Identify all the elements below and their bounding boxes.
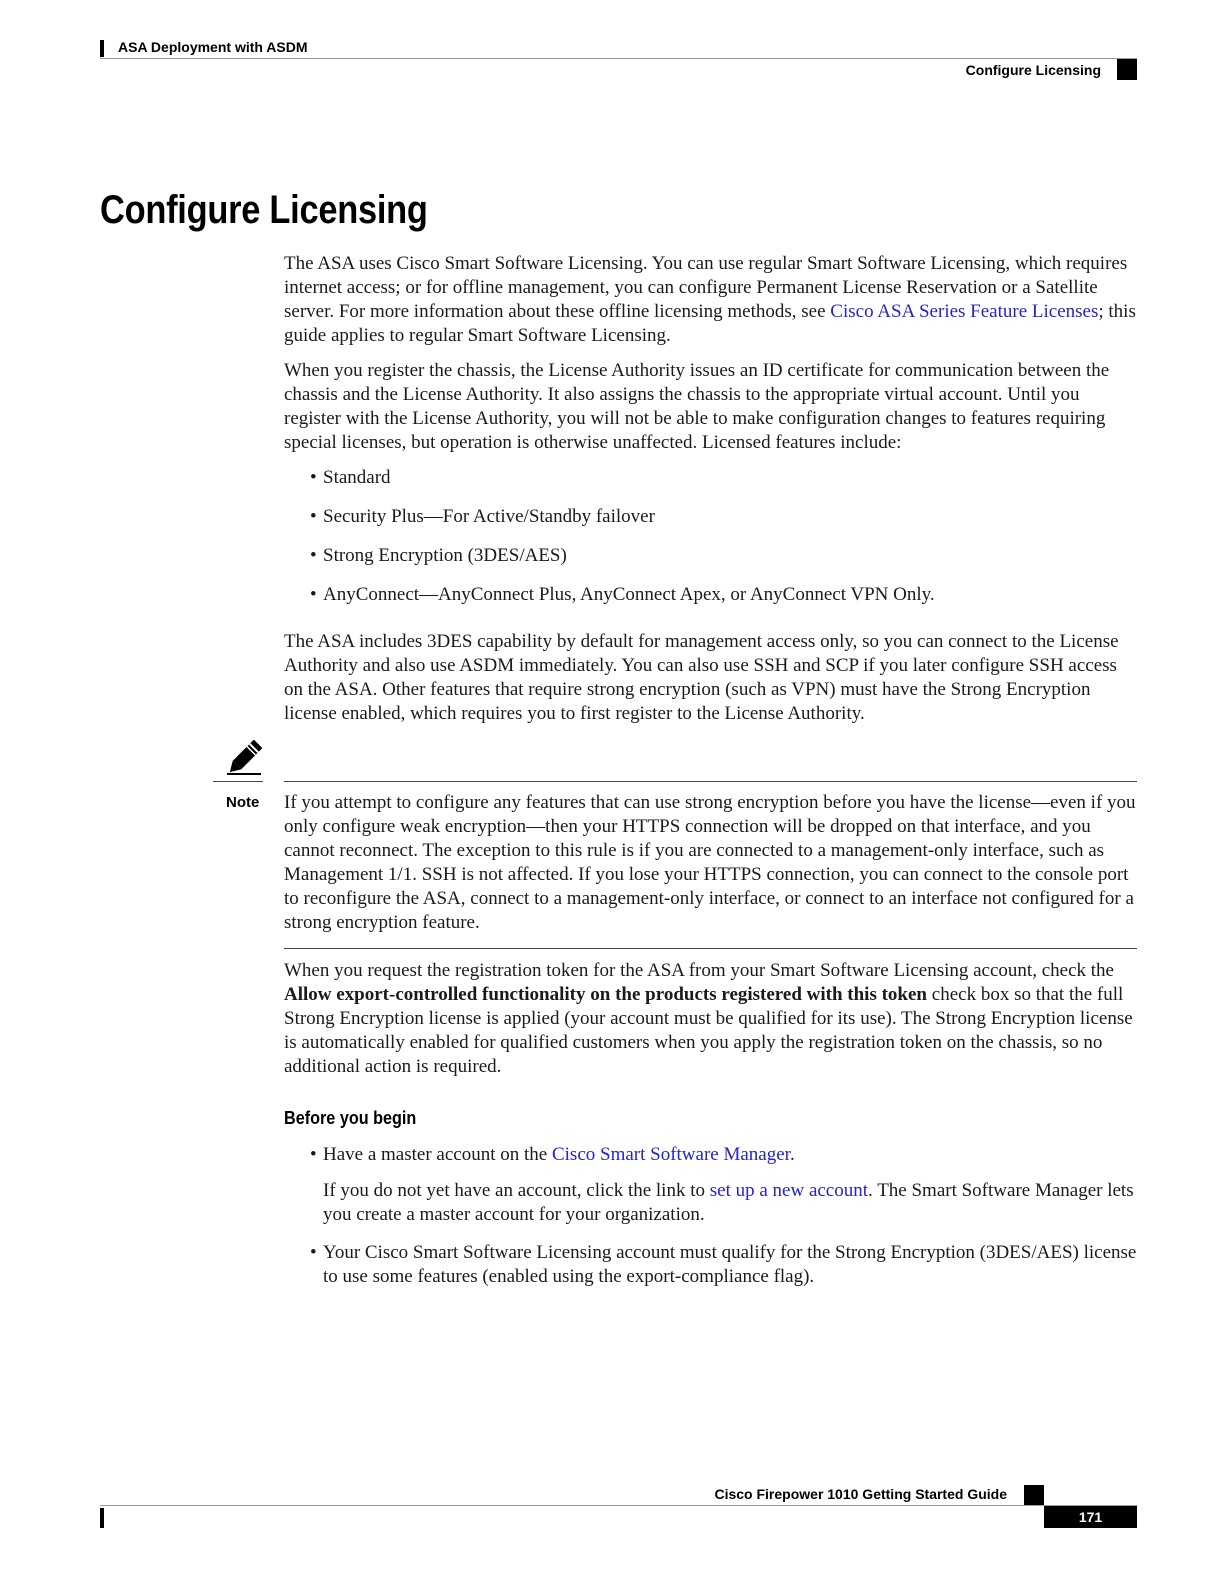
header-rule: [100, 58, 1137, 59]
list-item: [310, 505, 655, 529]
bullet-icon: •: [310, 545, 317, 566]
byb-item2-text: Your Cisco Smart Software Licensing account must qualify for the Strong Encryption (3DES/AES) license to use some features (enabled using the export-compliance flag).: [323, 1242, 1137, 1287]
footer-left-bar: [100, 1508, 104, 1528]
list-item: [310, 583, 935, 607]
bullet-icon: •: [310, 1144, 317, 1165]
p4-text: When you request the registration token for the ASA from your Smart Software Licensing account, check the: [284, 960, 1114, 981]
byb-item1-text: Have a master account on the: [323, 1144, 552, 1165]
header-section-title: ASA Deployment with ASDM: [118, 39, 308, 55]
pencil-note-icon: [224, 740, 264, 776]
note-rule-left: [213, 781, 263, 782]
p3-text: The ASA includes 3DES capability by default for management access only, so you can connect to the License Authority and also use ASDM immediately. You can also use SSH and SCP if you later configure SSH access on the ASA. Other features that require strong encryption (such as VPN) must have the Strong Encryption license enabled, which requires you to first register to the License Authority.: [284, 631, 1119, 724]
header-right-block: [1117, 59, 1137, 80]
intro-paragraph-1: [284, 252, 1137, 348]
p4-tail: check box so that the full Strong Encryption license is applied (your account must be qualified for its use). The Strong Encryption license is automatically enabled for qualified customers when you apply the registration token on the chassis, so no additional action is required.: [284, 984, 1133, 1077]
page-number: 171: [1044, 1506, 1137, 1528]
page-title: Configure Licensing: [100, 188, 428, 232]
intro-paragraph-2: [284, 359, 1137, 455]
list-item: [310, 1241, 1137, 1289]
feature-security-plus: Security Plus—For Active/Standby failover: [323, 506, 655, 527]
byb-sub-tail: . The Smart Software Manager lets you create a master account for your organization.: [323, 1180, 1134, 1225]
byb-item1-subparagraph: [323, 1179, 1137, 1227]
list-item: [310, 1143, 795, 1167]
bullet-icon: •: [310, 467, 317, 488]
byb-item1-tail: .: [789, 1144, 795, 1165]
set-up-new-account-link[interactable]: set up a new account: [709, 1180, 869, 1201]
header-left-bar: [100, 40, 104, 57]
footer-rule: [100, 1505, 1137, 1506]
feature-strong-encryption: Strong Encryption (3DES/AES): [323, 545, 567, 566]
header-chapter-title: Configure Licensing: [965, 62, 1101, 78]
note-body: [284, 791, 1137, 935]
byb-sub-text: If you do not yet have an account, click the link to: [323, 1180, 710, 1201]
intro-p2-text: When you register the chassis, the License Authority issues an ID certificate for communication between the chassis and the License Authority. It also assigns the chassis to the appropriate virtual account. Until you register with the License Authority, you will not be able to make configuration changes to features requiring special licenses, but operation is otherwise unaffected. Licensed features include:: [284, 360, 1110, 453]
intro-p1-text: The ASA uses Cisco Smart Software Licensing. You can use regular Smart Software Licensing, which requires internet access; or for offline management, you can configure Permanent License Reservation or a Satellite server. For more information about these offline licensing methods, see: [284, 253, 1128, 322]
smart-software-manager-link[interactable]: Cisco Smart Software Manager: [551, 1144, 790, 1165]
intro-p1-tail: ; this guide applies to regular Smart Software Licensing.: [284, 301, 1136, 346]
footer-block: [1024, 1485, 1044, 1505]
p4-bold-text: Allow export-controlled functionality on the products registered with this token: [284, 984, 928, 1005]
note-label: Note: [226, 794, 260, 811]
paragraph-registration-token: [284, 959, 1137, 1079]
before-you-begin-heading: Before you begin: [284, 1108, 417, 1128]
note-rule-top: [284, 781, 1137, 782]
note-rule-bottom: [284, 948, 1137, 949]
feature-licenses-link[interactable]: Cisco ASA Series Feature Licenses: [830, 301, 1099, 322]
note-text: If you attempt to configure any features that can use strong encryption before you have the license—even if you only configure weak encryption—then your HTTPS connection will be dropped on that interface, and you cannot reconnect. The exception to this rule is if you are connected to a management-only interface, such as Management 1/1. SSH is not affected. If you lose your HTTPS connection, you can connect to the console port to reconfigure the ASA, connect to a management-only interface, or connect to an interface not configured for a strong encryption feature.: [284, 792, 1136, 933]
feature-anyconnect: AnyConnect—AnyConnect Plus, AnyConnect Apex, or AnyConnect VPN Only.: [323, 584, 935, 605]
bullet-icon: •: [310, 1242, 317, 1263]
list-item: [310, 466, 391, 490]
list-item: [310, 544, 567, 568]
bullet-icon: •: [310, 584, 317, 605]
footer-guide-title: Cisco Firepower 1010 Getting Started Guide: [714, 1486, 1007, 1502]
feature-standard: Standard: [323, 467, 391, 488]
bullet-icon: •: [310, 506, 317, 527]
paragraph-3des: [284, 630, 1137, 726]
